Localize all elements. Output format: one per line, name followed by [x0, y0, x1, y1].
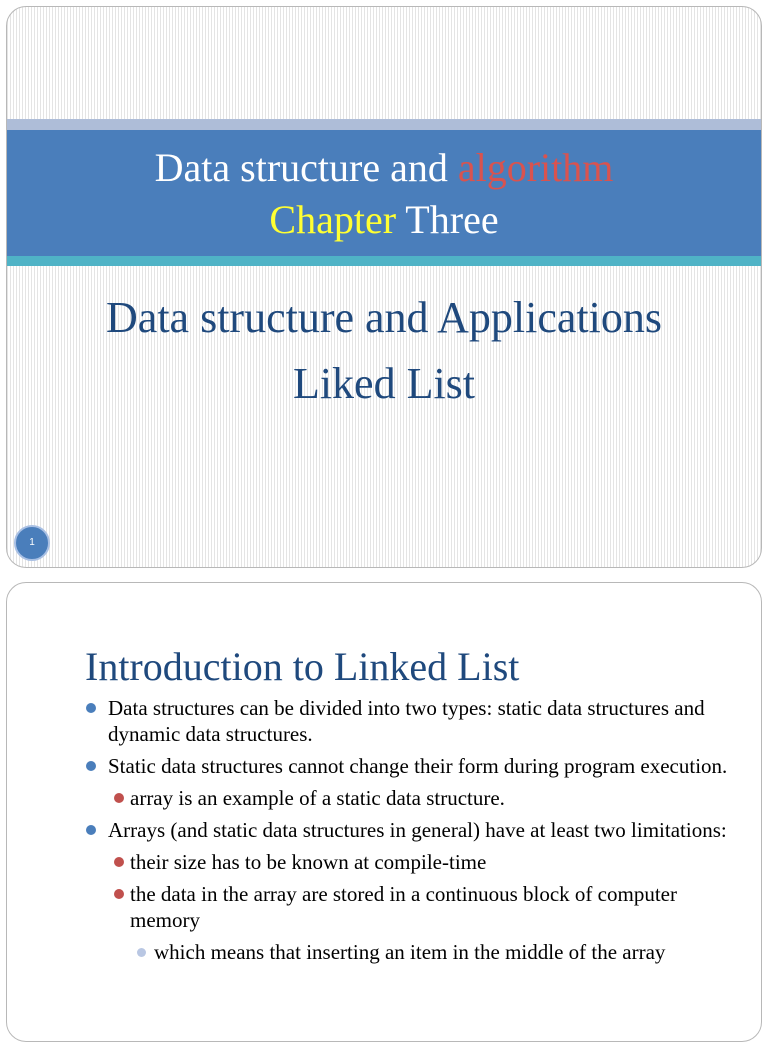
title-text: Three — [396, 197, 499, 242]
title-accent-top-bar — [7, 119, 761, 130]
slide-title-line1 — [7, 142, 761, 194]
subtitle-line1: Data structure and Applications — [106, 293, 662, 342]
bullet-item-level2 — [7, 849, 740, 875]
subtitle-line2: Liked List — [292, 359, 476, 408]
title-text: Data structure and — [154, 145, 458, 190]
bullet-text: which means that inserting an item in the middle of the array — [154, 940, 666, 964]
bullet-item-level1 — [7, 817, 728, 843]
bullet-item-level2 — [7, 881, 740, 933]
slide-title-line2 — [7, 194, 761, 246]
bullet-text: Data structures can be divided into two types: static data structures and dynamic data structures. — [108, 696, 705, 746]
slide-intro-linked-list — [6, 582, 762, 1042]
bullet-dot-icon — [114, 889, 124, 899]
bullet-text: Arrays (and static data structures in general) have at least two limitations: — [108, 818, 727, 842]
slide-title — [6, 6, 762, 568]
slide-subtitle — [7, 285, 761, 417]
bullet-text: their size has to be known at compile-time — [130, 850, 487, 874]
bullet-dot-icon — [114, 793, 124, 803]
bullet-item-level1 — [7, 695, 728, 747]
title-accent-bottom-bar — [7, 256, 761, 266]
bullet-item-level2 — [7, 785, 740, 811]
slide-heading: Introduction to Linked List — [85, 644, 520, 689]
bullet-dot-icon — [137, 948, 146, 957]
bullet-dot-icon — [114, 857, 124, 867]
bullet-text: the data in the array are stored in a continuous block of computer memory — [130, 882, 677, 932]
slide-number-badge: 1 — [14, 525, 50, 561]
bullet-dot-icon — [86, 825, 96, 835]
bullet-text: array is an example of a static data structure. — [130, 786, 505, 810]
bullet-list — [7, 695, 761, 971]
bullet-text: Static data structures cannot change their form during program execution. — [108, 754, 728, 778]
bullet-item-level1 — [7, 753, 728, 779]
bullet-dot-icon — [86, 761, 96, 771]
bullet-item-level3 — [7, 939, 754, 965]
title-highlight-red: algorithm — [457, 145, 614, 190]
title-highlight-yellow: Chapter — [269, 197, 397, 242]
title-band — [7, 130, 761, 256]
bullet-dot-icon — [86, 703, 96, 713]
